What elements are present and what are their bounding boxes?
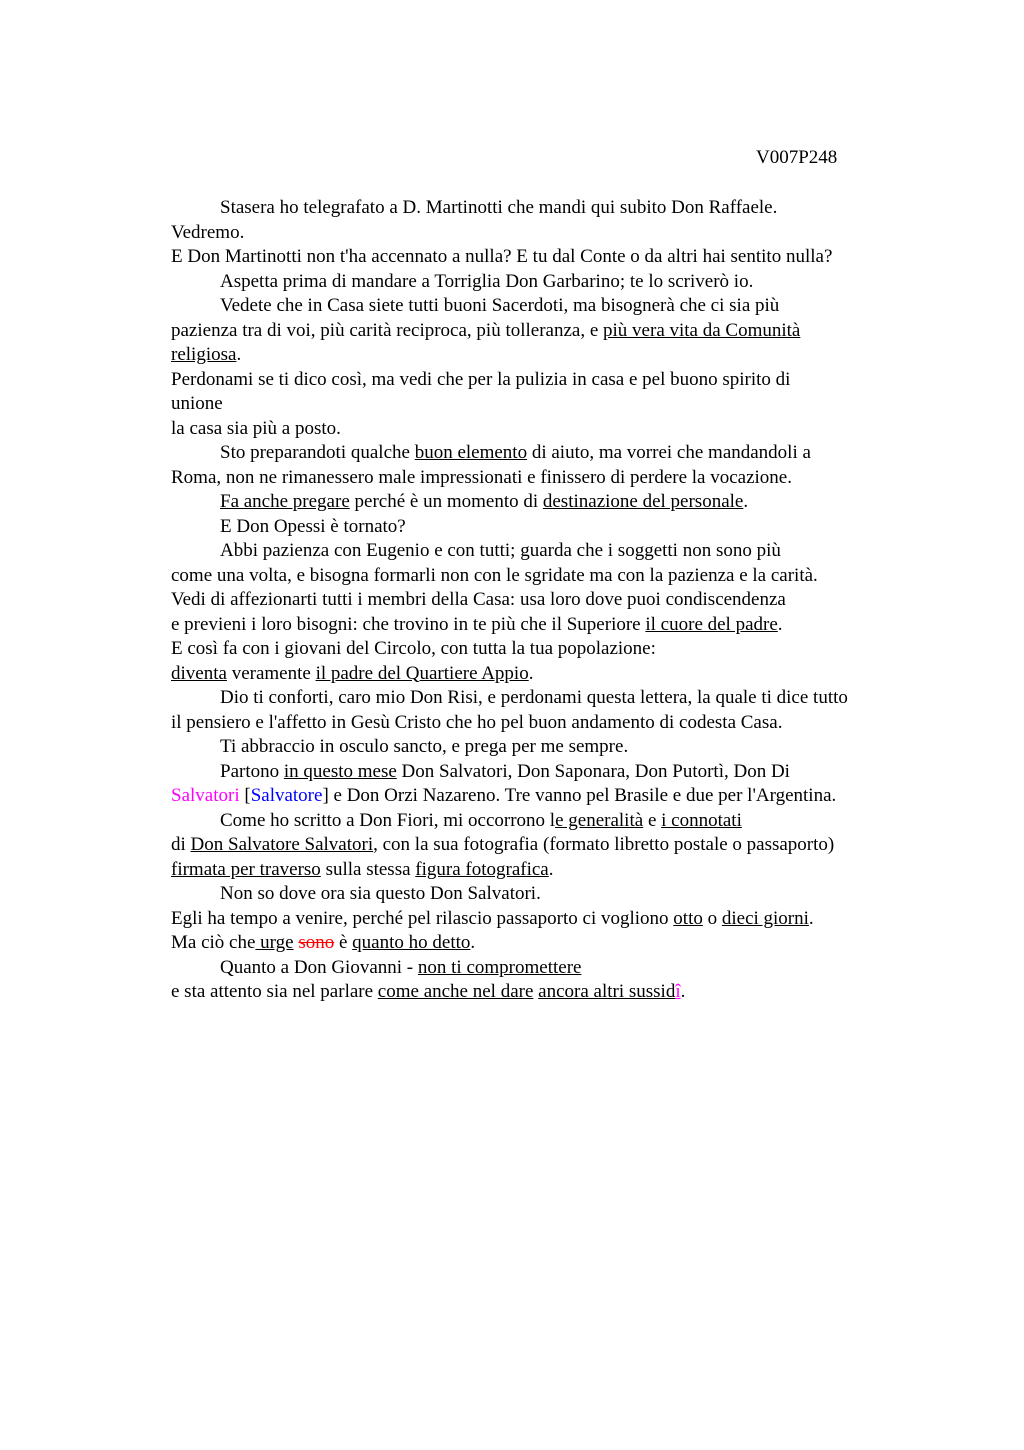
text-segment: non ti compromettere <box>417 956 582 978</box>
text-line <box>171 245 931 270</box>
text-segment: e previeni i loro bisogni: che trovino in te più che il Superiore <box>171 613 646 635</box>
text-segment: Fa anche pregare <box>220 491 350 512</box>
text-segment: Aspetta prima di mandare a Torriglia Don Garbarino; te lo scriverò io. <box>220 270 754 292</box>
text-segment: perché è un momento di <box>349 491 543 512</box>
text-line <box>171 833 931 858</box>
text-segment: e generalità <box>555 809 644 831</box>
text-segment: . <box>470 932 476 953</box>
text-segment: religiosa <box>171 344 237 365</box>
text-segment: di aiuto, ma vorrei che mandandoli a <box>527 442 811 463</box>
text-segment: dieci giorni <box>721 907 809 929</box>
text-segment: il pensiero e l'affetto in Gesù Cristo che ho pel buon andamento di codesta Casa. <box>171 711 783 733</box>
text-line <box>171 221 931 246</box>
text-line <box>171 392 931 417</box>
text-segment: Come ho scritto a Don Fiori, mi occorrono l <box>220 809 556 831</box>
text-segment: . <box>548 858 554 880</box>
text-line <box>171 760 931 785</box>
text-segment: Roma, non ne rimanessero male impressionati e finissero di perdere la vocazione. <box>171 466 792 488</box>
text-segment: figura fotografica <box>415 858 549 880</box>
text-segment: più vera vita da Comunità <box>603 319 801 341</box>
text-segment: Quanto a Don Giovanni - <box>220 956 418 978</box>
text-segment: o <box>702 907 722 929</box>
text-line <box>171 319 931 344</box>
text-line <box>171 515 931 540</box>
text-line <box>171 686 931 711</box>
text-segment: veramente <box>226 662 316 684</box>
text-segment: . <box>743 491 749 512</box>
text-segment: e sta attento sia nel parlare <box>171 981 378 1002</box>
text-line <box>171 637 931 662</box>
text-line <box>171 711 931 736</box>
text-line <box>171 735 931 760</box>
text-segment: buon elemento <box>414 442 528 463</box>
text-segment: Ti abbraccio in osculo sancto, e prega per me sempre. <box>220 736 629 757</box>
text-line <box>171 931 931 956</box>
text-line <box>171 588 931 613</box>
text-segment: sono <box>298 932 335 953</box>
text-line <box>171 784 931 809</box>
text-segment: î <box>675 981 681 1002</box>
text-segment: la casa sia più a posto. <box>171 417 341 439</box>
text-segment: il cuore del padre <box>645 613 778 635</box>
text-segment: Perdonami se ti dico così, ma vedi che per la pulizia in casa e pel buono spirito di <box>171 368 791 390</box>
text-line <box>171 368 931 393</box>
text-segment: pazienza tra di voi, più carità reciproca, più tolleranza, e <box>171 319 604 341</box>
text-segment: diventa <box>171 662 227 684</box>
text-segment: Salvatori <box>171 785 240 806</box>
text-segment: . <box>680 981 686 1002</box>
text-segment: Dio ti conforti, caro mio Don Risi, e perdonami questa lettera, la quale ti dice tutto <box>220 687 848 708</box>
text-segment: ancora altri sussid <box>538 981 676 1002</box>
text-segment: firmata per traverso <box>171 858 321 880</box>
text-segment: Vedremo. <box>171 221 245 243</box>
text-line <box>171 956 931 981</box>
text-segment: come anche nel dare <box>377 981 534 1002</box>
text-segment: il padre del Quartiere Appio <box>315 662 529 684</box>
text-segment: di <box>171 834 191 855</box>
text-segment: unione <box>171 393 223 414</box>
text-segment: destinazione del personale <box>542 491 744 512</box>
text-segment: [ <box>239 785 251 806</box>
text-segment: . <box>528 662 534 684</box>
text-segment: Vedete che in Casa siete tutti buoni Sacerdoti, ma bisognerà che ci sia più <box>220 295 780 316</box>
text-segment: quanto ho detto <box>352 932 471 953</box>
text-line <box>171 882 931 907</box>
text-segment: . <box>236 344 242 365</box>
text-segment: Partono <box>220 760 284 782</box>
text-segment: Don Salvatore Salvatori <box>190 834 374 855</box>
text-segment: Ma ciò che <box>171 932 256 953</box>
text-line <box>171 490 931 515</box>
text-segment: sulla stessa <box>320 858 416 880</box>
text-segment: . <box>808 907 814 929</box>
text-line <box>171 270 931 295</box>
text-segment: è <box>334 932 353 953</box>
text-line <box>171 294 931 319</box>
text-line <box>171 907 931 932</box>
text-segment: . <box>777 613 783 635</box>
text-segment: Vedi di affezionarti tutti i membri della Casa: usa loro dove puoi condiscendenza <box>171 589 786 610</box>
page-reference: V007P248 <box>756 147 838 168</box>
text-segment: e <box>643 809 662 831</box>
text-line <box>171 613 931 638</box>
text-line <box>171 466 931 491</box>
text-segment: Salvatore <box>250 785 323 806</box>
text-segment: come una volta, e bisogna formarli non con le sgridate ma con la pazienza e la carità. <box>171 564 818 586</box>
text-line <box>171 441 931 466</box>
text-segment: Don Salvatori, Don Saponara, Don Putortì, Don Di <box>396 760 790 782</box>
text-segment: E così fa con i giovani del Circolo, con tutta la tua popolazione: <box>171 638 656 659</box>
text-segment: Egli ha tempo a venire, perché pel rilascio passaporto ci vogliono <box>171 907 674 929</box>
text-segment: otto <box>673 907 703 929</box>
text-segment: Abbi pazienza con Eugenio e con tutti; guarda che i soggetti non sono più <box>220 540 781 561</box>
text-segment: , con la sua fotografia (formato libretto postale o passaporto) <box>373 834 835 855</box>
text-line <box>171 809 931 834</box>
text-line <box>171 980 931 1005</box>
text-segment: ] e Don Orzi Nazareno. Tre vanno pel Brasile e due per l'Argentina. <box>322 785 837 806</box>
text-line <box>171 564 931 589</box>
text-line <box>171 343 931 368</box>
text-line <box>171 858 931 883</box>
text-segment: E Don Martinotti non t'ha accennato a nulla? E tu dal Conte o da altri hai sentito nulla? <box>171 246 833 267</box>
text-segment: E Don Opessi è tornato? <box>220 515 406 537</box>
letter-body <box>171 196 931 1005</box>
text-segment: i connotati <box>661 809 742 831</box>
text-line <box>171 196 931 221</box>
text-segment: Non so dove ora sia questo Don Salvatori. <box>220 883 541 904</box>
text-line <box>171 539 931 564</box>
text-segment: in questo mese <box>283 760 397 782</box>
text-segment: Stasera ho telegrafato a D. Martinotti che mandi qui subito Don Raffaele. <box>220 197 778 218</box>
text-segment: Sto preparandoti qualche <box>220 442 415 463</box>
text-line <box>171 417 931 442</box>
text-segment: urge <box>255 932 294 953</box>
text-line <box>171 662 931 687</box>
